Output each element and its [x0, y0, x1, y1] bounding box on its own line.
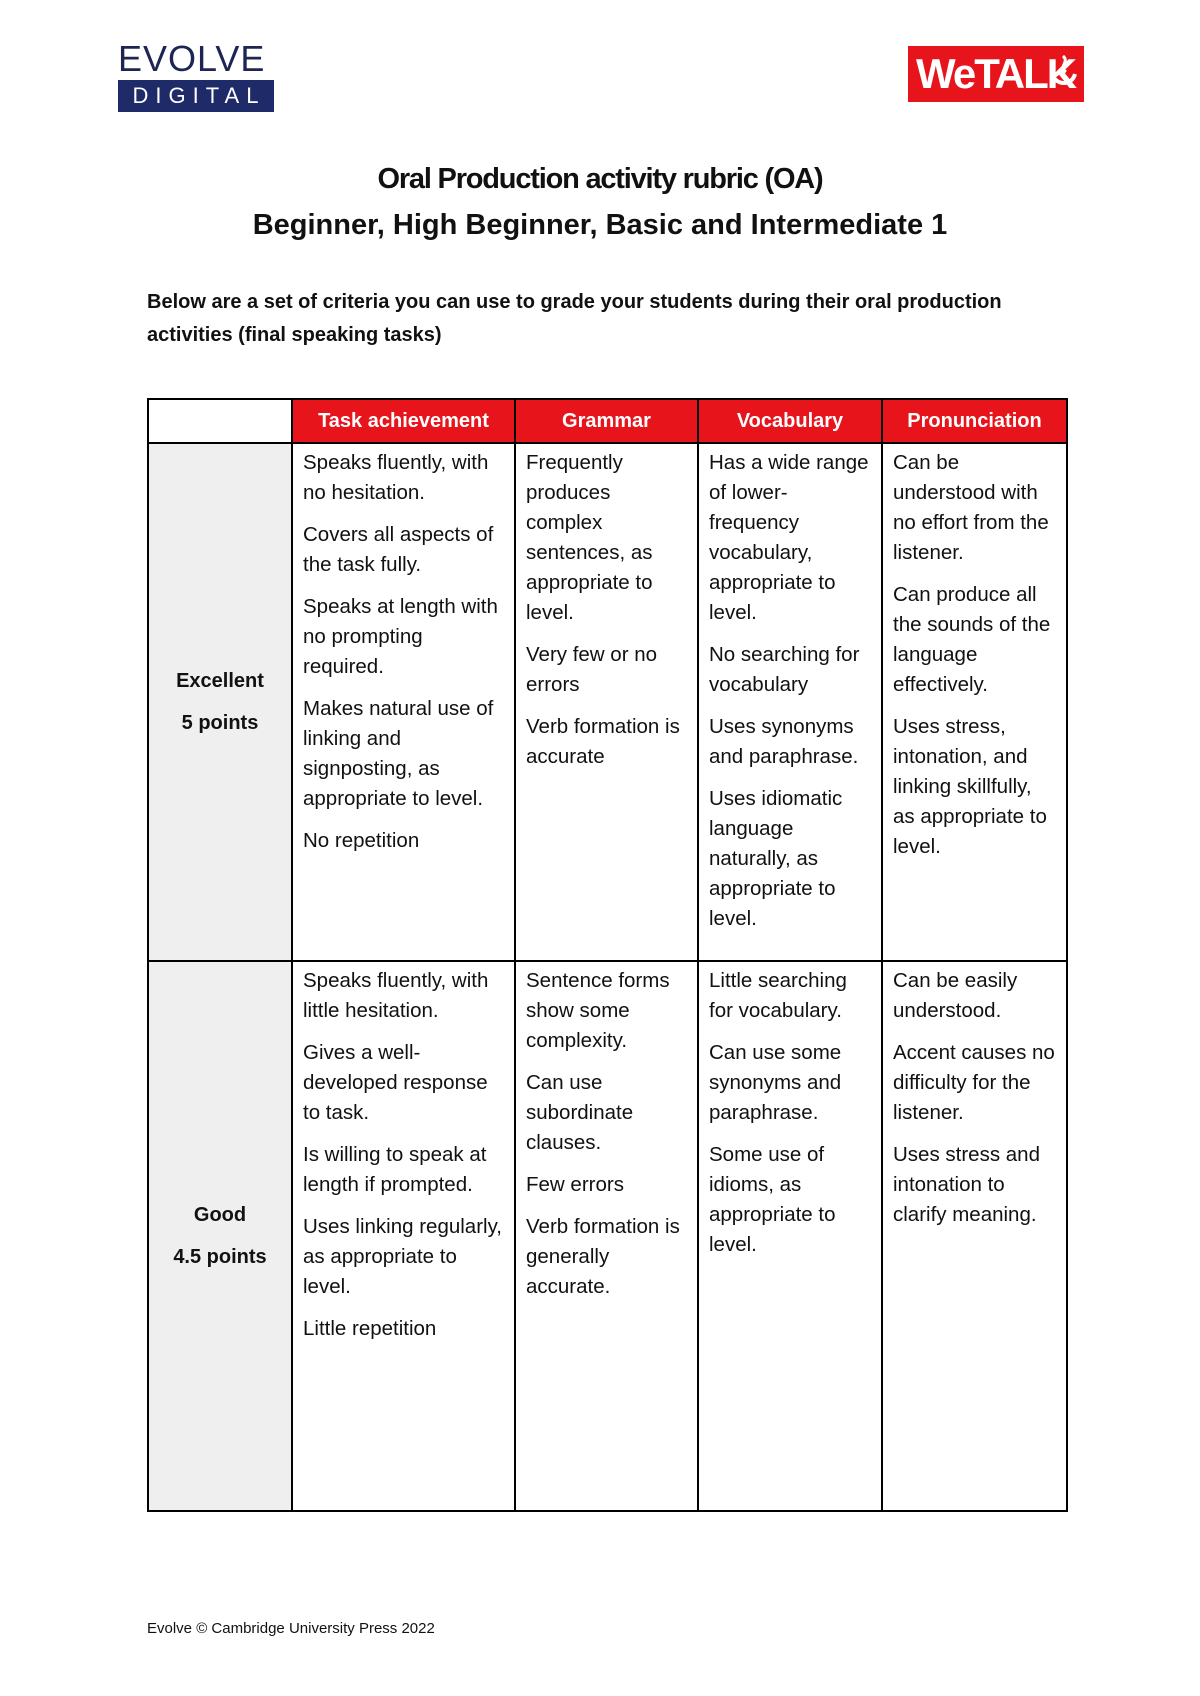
- header-vocabulary: Vocabulary: [698, 399, 882, 443]
- criterion: Gives a well-developed response to task.: [303, 1041, 488, 1124]
- wetalk-logo: [908, 46, 1084, 102]
- page-title: Oral Production activity rubric (OA): [377, 163, 823, 195]
- level-name: Excellent: [176, 670, 264, 692]
- level-cell: [148, 961, 292, 1511]
- page-subtitle: Beginner, High Beginner, Basic and Intermediate 1: [252, 209, 948, 241]
- criterion: No searching for vocabulary: [709, 643, 860, 696]
- criterion: Speaks at length with no prompting required.: [303, 595, 498, 678]
- criterion: Few errors: [526, 1173, 624, 1196]
- criterion: Sentence forms show some complexity.: [526, 969, 670, 1052]
- table-row: [148, 961, 1067, 1511]
- rubric-table: [147, 398, 1068, 1512]
- criterion: Can be easily understood.: [893, 969, 1018, 1022]
- vocabulary-cell: [698, 443, 882, 961]
- digital-logo-band: DIGITAL: [118, 80, 274, 112]
- criterion: Makes natural use of linking and signposting, as appropriate to level.: [303, 697, 494, 810]
- grammar-cell: [515, 961, 698, 1511]
- criterion: Can produce all the sounds of the language effectively.: [893, 583, 1051, 696]
- grammar-cell: [515, 443, 698, 961]
- criterion: Speaks fluently, with no hesitation.: [303, 451, 489, 504]
- criterion: Covers all aspects of the task fully.: [303, 523, 494, 576]
- evolve-logo-word: EVOLVE: [118, 38, 266, 79]
- criterion: Verb formation is generally accurate.: [526, 1215, 680, 1298]
- level-name: Good: [193, 1204, 247, 1226]
- header-task-achievement: Task achievement: [292, 399, 515, 443]
- level-cell: [148, 443, 292, 961]
- header-blank-cell: [148, 399, 292, 443]
- criterion: Uses idiomatic language naturally, as appropriate to level.: [709, 787, 843, 930]
- copyright-footer: Evolve © Cambridge University Press 2022: [147, 1620, 435, 1637]
- criterion: Uses synonyms and paraphrase.: [709, 715, 859, 768]
- task-achievement-cell: [292, 443, 515, 961]
- criterion: Very few or no errors: [526, 643, 658, 696]
- vocabulary-cell: [698, 961, 882, 1511]
- criterion: Frequently produces complex sentences, as appropriate to level.: [526, 451, 653, 624]
- criterion: No repetition: [303, 829, 420, 852]
- criterion: Accent causes no difficulty for the listener.: [893, 1041, 1055, 1124]
- criterion: Speaks fluently, with little hesitation.: [303, 969, 489, 1022]
- evolve-digital-logo: [118, 40, 274, 112]
- pronunciation-cell: [882, 961, 1067, 1511]
- header-grammar: Grammar: [515, 399, 698, 443]
- pronunciation-cell: [882, 443, 1067, 961]
- criterion: Can be understood with no effort from the listener.: [893, 451, 1049, 564]
- criterion: Has a wide range of lower-frequency vocabulary, appropriate to level.: [709, 451, 869, 624]
- criterion: Uses stress and intonation to clarify meaning.: [893, 1143, 1040, 1226]
- level-points: 5 points: [181, 712, 259, 734]
- task-achievement-cell: [292, 961, 515, 1511]
- intro-text: Below are a set of criteria you can use to grade your students during their oral production activities (final speaking tasks): [147, 291, 1002, 346]
- criterion: Some use of idioms, as appropriate to level.: [709, 1143, 836, 1256]
- criterion: Is willing to speak at length if prompted.: [303, 1143, 487, 1196]
- criterion: Can use subordinate clauses.: [526, 1071, 634, 1154]
- criterion: Uses stress, intonation, and linking skillfully, as appropriate to level.: [893, 715, 1047, 858]
- level-points: 4.5 points: [173, 1246, 267, 1268]
- header-pronunciation: Pronunciation: [882, 399, 1067, 443]
- criterion: Little searching for vocabulary.: [709, 969, 847, 1022]
- wetalk-logo-word: WeTALK: [916, 50, 1076, 97]
- flame-icon: [1048, 52, 1078, 92]
- criterion: Can use some synonyms and paraphrase.: [709, 1041, 842, 1124]
- table-row: [148, 443, 1067, 961]
- criterion: Little repetition: [303, 1317, 437, 1340]
- criterion: Uses linking regularly, as appropriate to level.: [303, 1215, 503, 1298]
- header-row: [148, 399, 1067, 443]
- criterion: Verb formation is accurate: [526, 715, 680, 768]
